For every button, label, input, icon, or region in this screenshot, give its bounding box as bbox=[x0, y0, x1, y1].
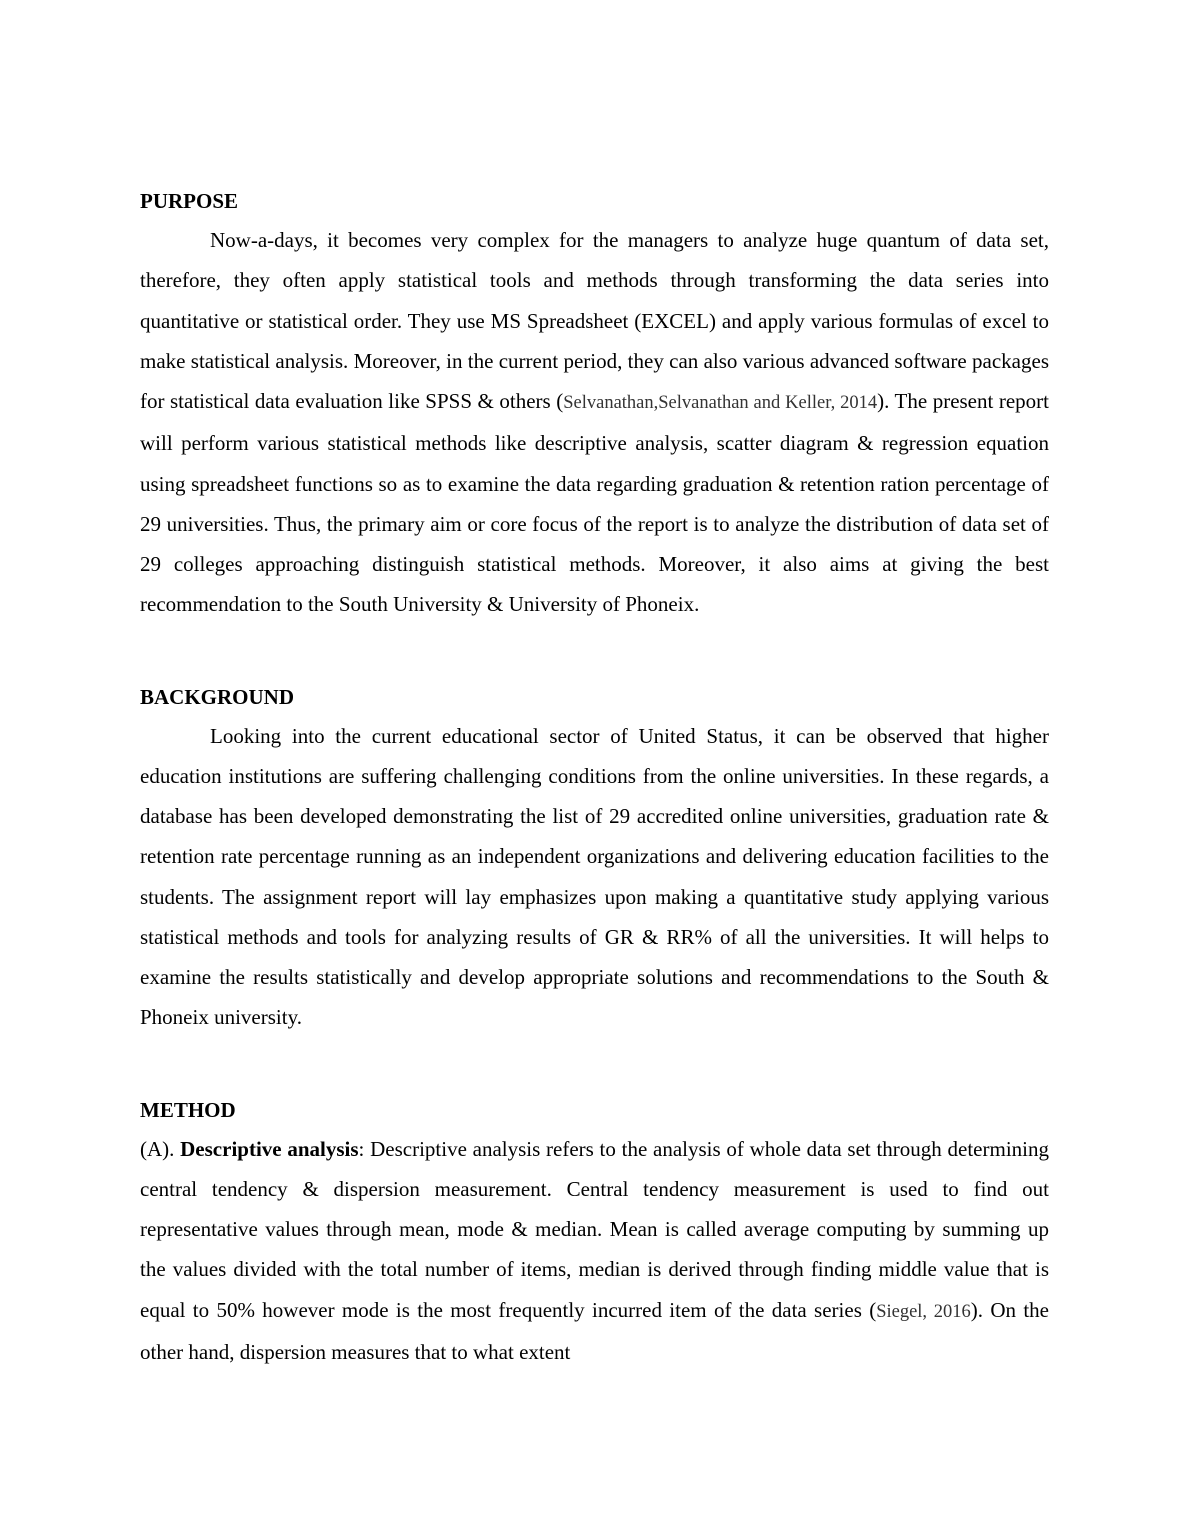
purpose-citation: Selvanathan,Selvanathan and Keller, 2014 bbox=[563, 393, 878, 413]
method-text-2: ). On the other hand, dispersion measures that to what extent bbox=[140, 1297, 1049, 1364]
background-heading: BACKGROUND bbox=[140, 684, 295, 709]
document-page bbox=[140, 186, 1049, 1372]
purpose-heading: PURPOSE bbox=[140, 189, 239, 213]
purpose-paragraph bbox=[140, 216, 1049, 625]
section-gap bbox=[140, 1038, 1049, 1095]
section-gap bbox=[140, 625, 1049, 682]
purpose-text-1: Now-a-days, it becomes very complex for the managers to analyze huge quantum of data set, therefore, they often apply statistical tools and methods through transforming the data series into quantitative or statistical order. They use MS Spreadsheet (EXCEL) and apply various formulas of excel to make statistical analysis. Moreover, in the current period, they can also various advanced software packages for statistical data evaluation like SPSS & others ( bbox=[140, 228, 1049, 413]
method-paragraph bbox=[140, 1125, 1049, 1373]
method-term: Descriptive analysis bbox=[180, 1136, 359, 1161]
method-text-1: : Descriptive analysis refers to the analysis of whole data set through determining central tendency & dispersion measurement. Central tendency measurement is used to find out representative values through mean, mode & median. Mean is called average computing by summing up the values divided with the total number of items, median is derived through finding middle value that is equal to 50% however mode is the most frequently incurred item of the data series ( bbox=[140, 1136, 1049, 1322]
purpose-text-2: ). The present report will perform various statistical methods like descriptive analysis, scatter diagram & regression equation using spreadsheet functions so as to examine the data regarding graduation & retention ration percentage of 29 universities. Thus, the primary aim or core focus of the report is to analyze the distribution of data set of 29 colleges approaching distinguish statistical methods. Moreover, it also aims at giving the best recommendation to the South University & University of Phoneix. bbox=[140, 389, 1049, 617]
background-paragraph: Looking into the current educational sector of United Status, it can be observed that higher education institutions are suffering challenging conditions from the online universities. In these regards, a database has been developed demonstrating the list of 29 accredited online universities, graduation rate & retention rate percentage running as an independent organizations and delivering education facilities to the students. The assignment report will lay emphasizes upon making a quantitative study applying various statistical methods and tools for analyzing results of GR & RR% of all the universities. It will helps to examine the results statistically and develop appropriate solutions and recommendations to the South & Phoneix university. bbox=[140, 723, 1049, 1030]
method-citation: Siegel, 2016 bbox=[876, 1301, 971, 1322]
method-heading: METHOD bbox=[140, 1097, 236, 1122]
method-prefix: (A). bbox=[140, 1136, 181, 1161]
